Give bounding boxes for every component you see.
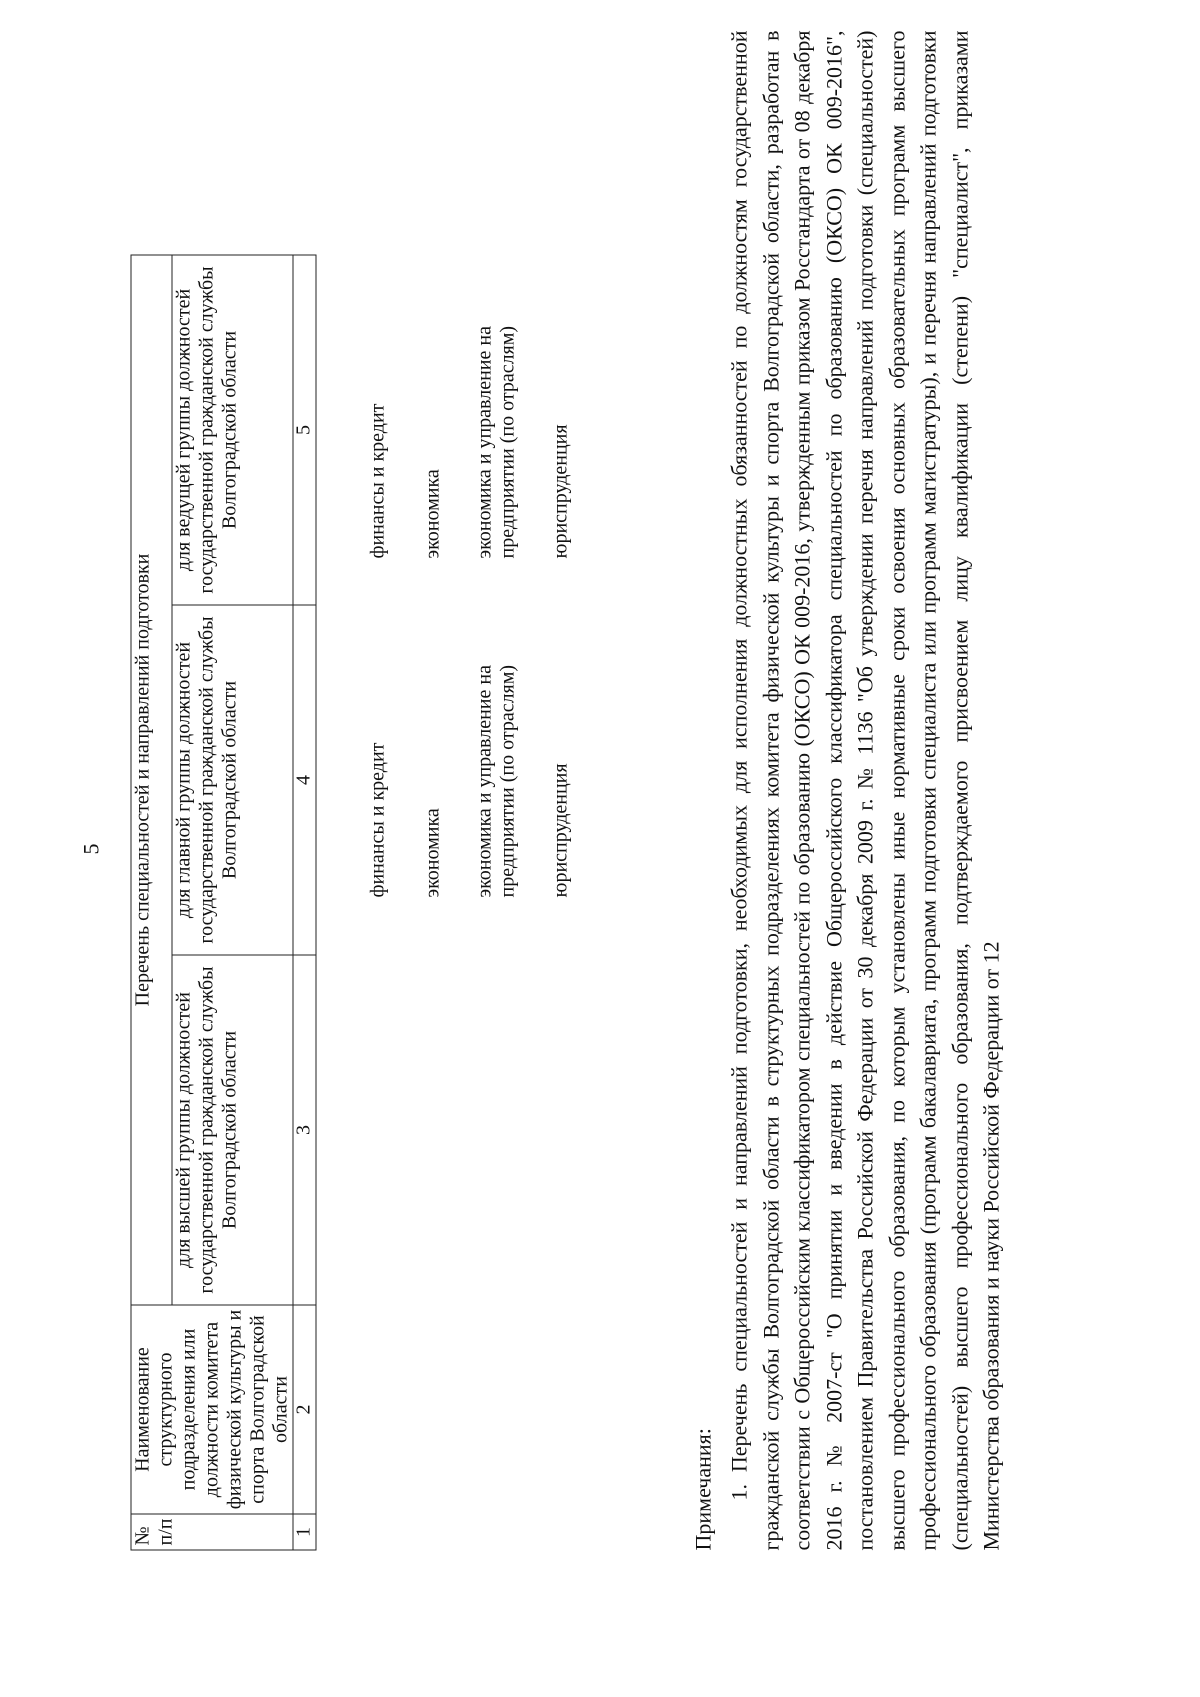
header-number: № п/п: [131, 1514, 293, 1550]
column-numbering-row: [293, 255, 316, 1550]
main-group-entry-3: экономика и управление на предприятии (по отраслям): [473, 664, 518, 897]
column-number-2: 2: [293, 1305, 316, 1514]
header-subdivision-name: Наименование структурного подразделения или должности комитета физической культуры и спорта Волгоградской области: [131, 1305, 293, 1514]
main-group-entry-2: экономика: [421, 807, 443, 897]
page-number: 5: [78, 843, 103, 854]
header-highest-group: для высшей группы должностей государственной гражданской службы Волгоградской области: [172, 955, 293, 1305]
leading-group-entry-2: экономика: [421, 468, 443, 558]
specialties-table: [130, 254, 316, 1550]
leading-group-entry-1: финансы и кредит: [366, 403, 388, 558]
table-header-row: [131, 255, 172, 1550]
column-number-5: 5: [293, 255, 316, 605]
leading-group-entry-3: экономика и управление на предприятии (по отраслям): [473, 325, 518, 558]
column-number-3: 3: [293, 955, 316, 1305]
header-main-group: для главной группы должностей государственной гражданской службы Волгоградской области: [172, 605, 293, 955]
header-specialties-group: Перечень специальностей и направлений подготовки: [131, 255, 172, 1305]
header-leading-group: для ведущей группы должностей государственной гражданской службы Волгоградской области: [172, 255, 293, 605]
column-number-4: 4: [293, 605, 316, 955]
leading-group-entry-4: юриспруденция: [549, 423, 571, 558]
notes-paragraph-1: 1. Перечень специальностей и направлений подготовки, необходимых для исполнения должностных обязанностей по должностям государственной гражданской службы Волгоградской области в структурных подразделениях комитета физической культуры и спорта Волгоградской области, разработан в соответствии с Общероссийским классификатором специальностей по образованию (ОКСО) ОК 009-2016, утвержденным приказом Росстандарта от 08 декабря 2016 г. № 2007-ст "О принятии и введении в действие Общероссийского классификатора специальностей по образованию (ОКСО) ОК 009-2016", постановлением Правительства Российской Федерации от 30 декабря 2009 г. № 1136 "Об утверждении перечня направлений подготовки (специальностей) высшего профессионального образования, по которым установлены иные нормативные сроки освоения основных образовательных программ высшего профессионального образования (программ бакалавриата, программ подготовки специалиста или программ магистратуры), и перечня направлений подготовки (специальностей) высшего профессионального образования, подтверждаемого присвоением лицу квалификации (степени) "специалист", приказами Министерства образования и науки Российской Федерации от 12: [726, 30, 1003, 1550]
notes-heading: Примечания:: [690, 1427, 715, 1550]
main-group-entry-4: юриспруденция: [549, 762, 571, 897]
main-group-entry-1: финансы и кредит: [366, 742, 388, 897]
column-number-1: 1: [293, 1514, 316, 1550]
